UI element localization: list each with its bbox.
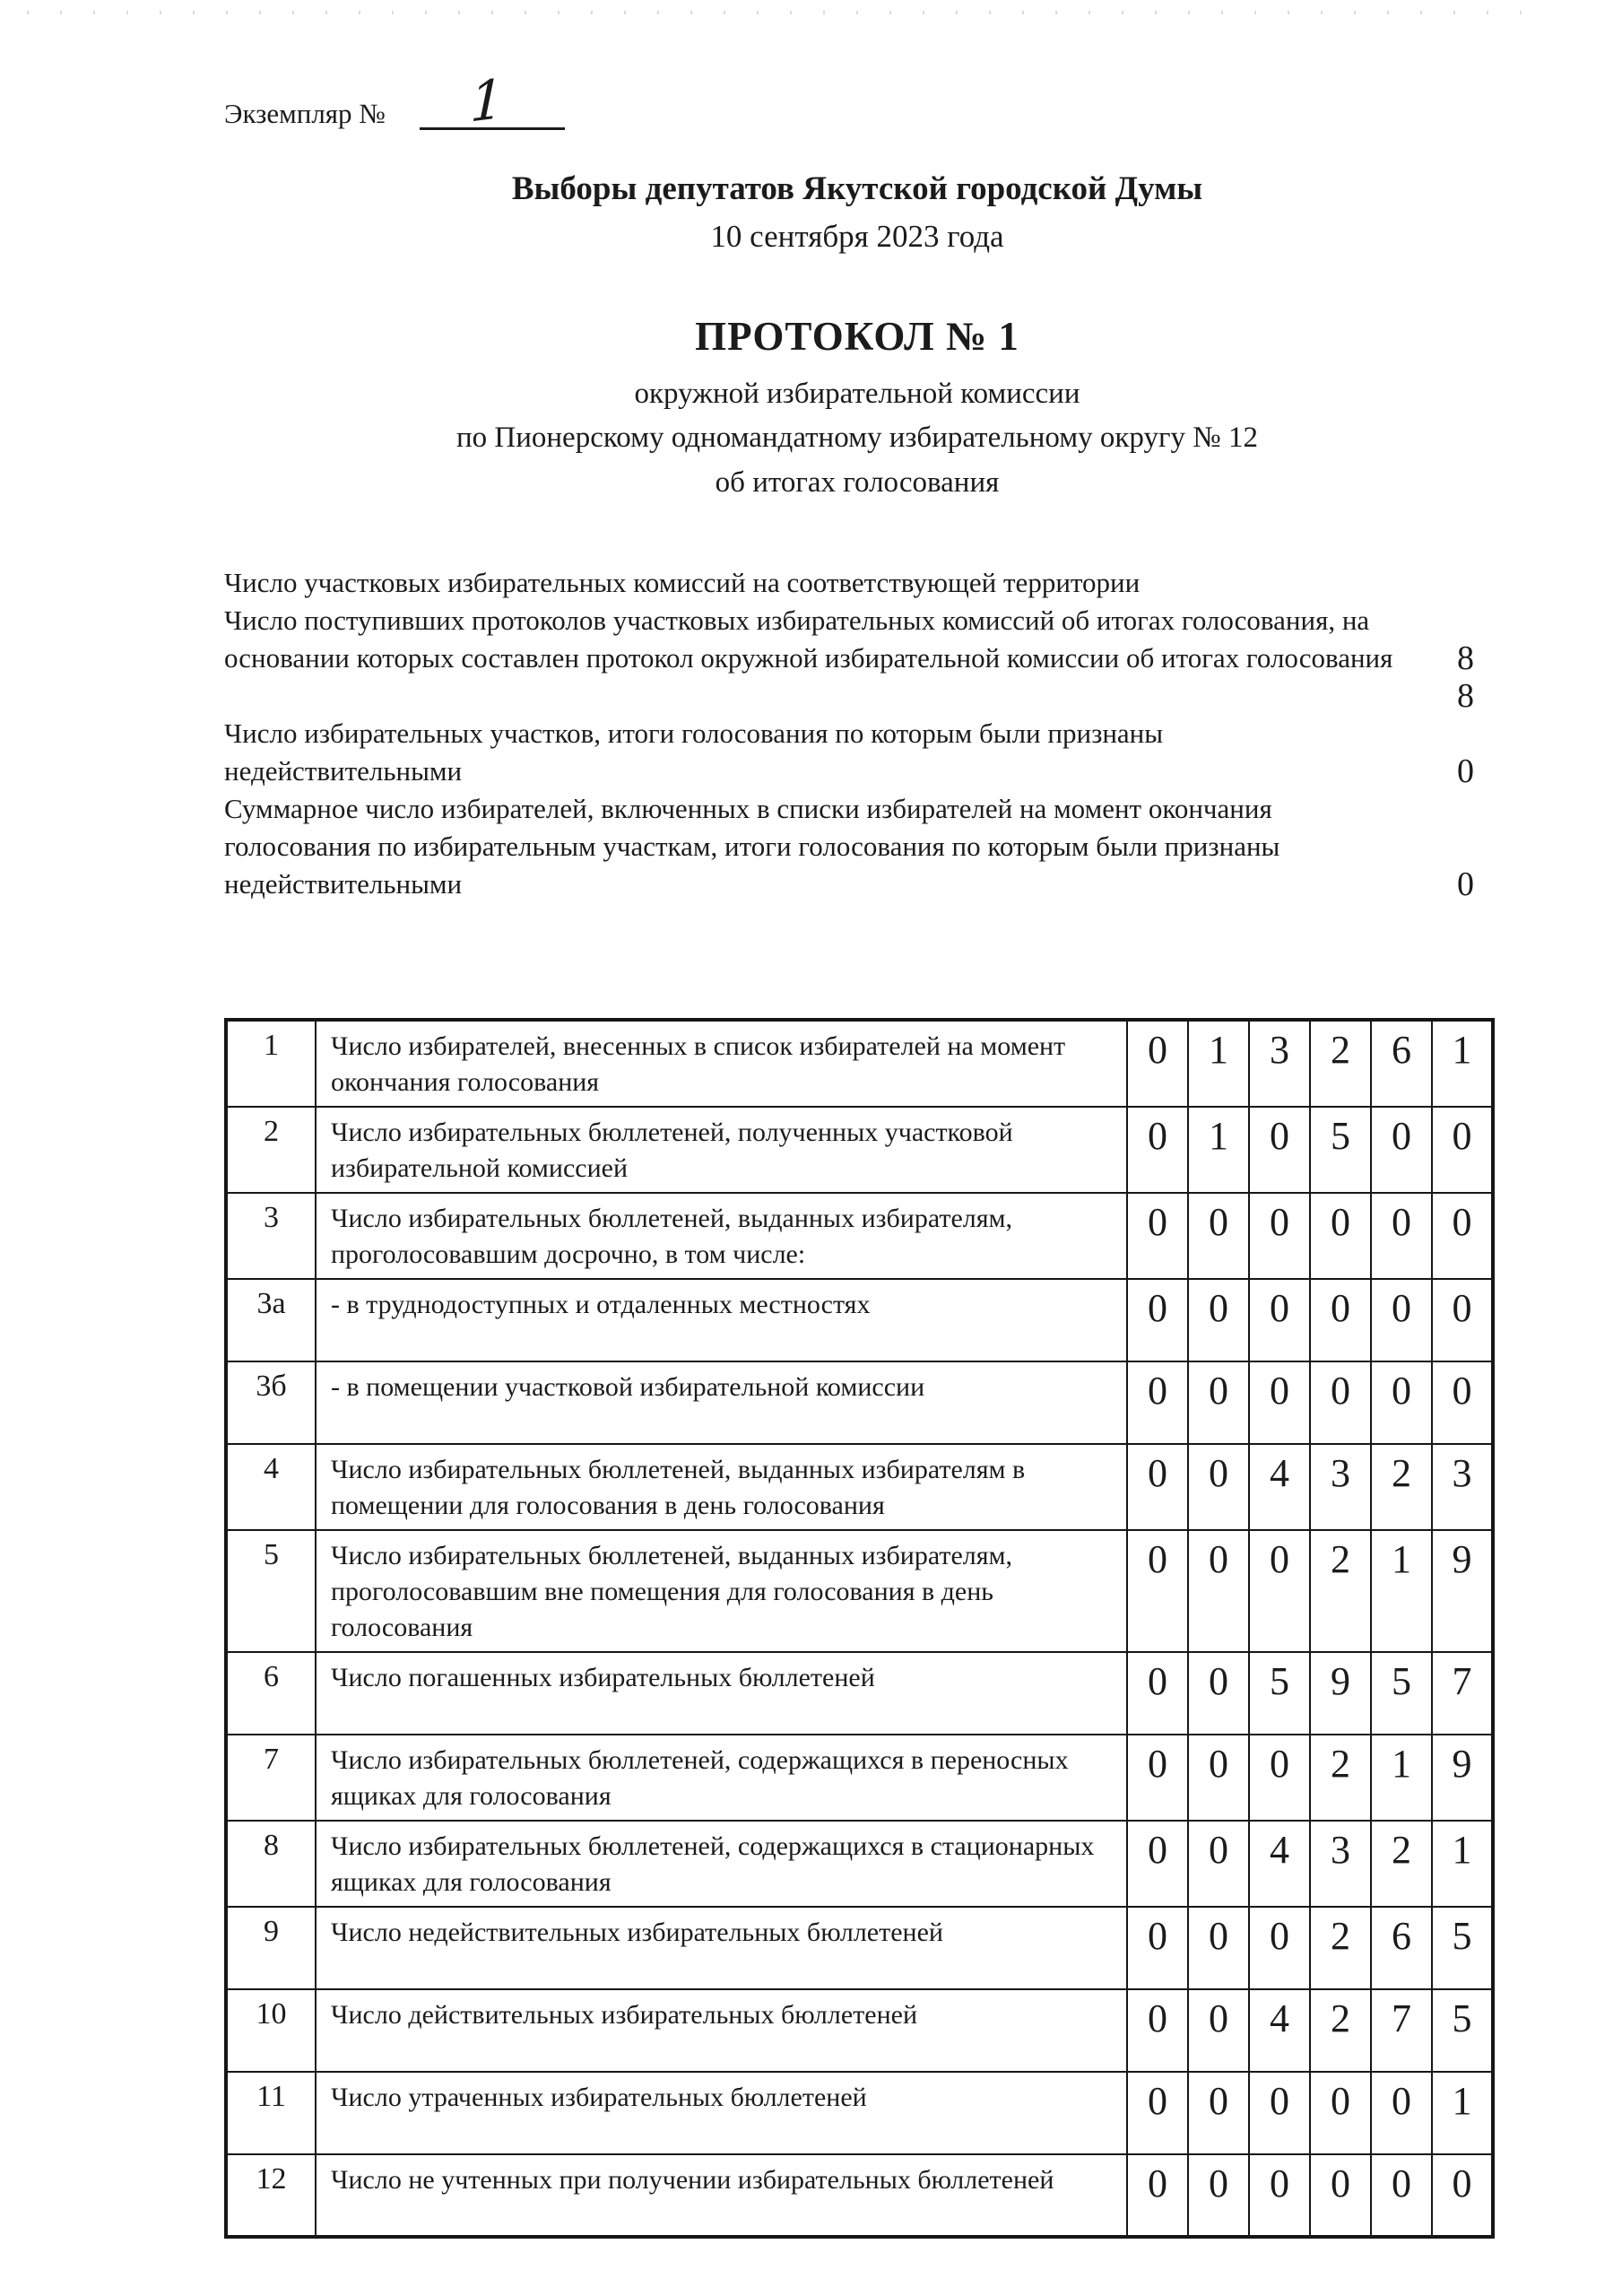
digit-cell: 7 (1432, 1652, 1493, 1735)
results-table (224, 1018, 1495, 2239)
digit-cell: 0 (1188, 1361, 1249, 1444)
digit-cell: 0 (1249, 2072, 1310, 2154)
table-row (226, 1361, 1493, 1444)
row-number-cell: 2 (226, 1107, 316, 1193)
row-number-cell: 3б (226, 1361, 316, 1444)
summary-item (224, 790, 1490, 903)
digit-cell: 4 (1249, 1444, 1310, 1530)
digit-cell: 5 (1432, 1907, 1493, 1989)
row-label-cell: Число избирательных бюллетеней, выданных избирателям, проголосовавшим вне помещения для голосования в день голосования (316, 1530, 1127, 1652)
protocol-subtitle (224, 372, 1490, 506)
row-label-cell: Число избирательных бюллетеней, выданных избирателям, проголосовавшим досрочно, в том числе: (316, 1193, 1127, 1279)
election-title: Выборы депутатов Якутской городской Думы (511, 170, 1203, 207)
row-label-cell: Число действительных избирательных бюллетеней (316, 1989, 1127, 2072)
subtitle-line-district: по Пионерскому одномандатному избирательному округу № 12 (455, 422, 1259, 455)
row-number-cell: 8 (226, 1821, 316, 1907)
digit-cell: 0 (1371, 1193, 1432, 1279)
copy-number-handwritten: 1 (469, 67, 505, 135)
table-row (226, 1821, 1493, 1907)
digit-cell: 0 (1188, 1279, 1249, 1361)
table-row (226, 1279, 1493, 1361)
digit-cell: 0 (1188, 1735, 1249, 1821)
digit-cell: 1 (1371, 1735, 1432, 1821)
digit-cell: 0 (1249, 1907, 1310, 1989)
digit-cell: 0 (1371, 2154, 1432, 2237)
table-row (226, 2072, 1493, 2154)
summary-item (224, 564, 1490, 602)
row-number-cell: 1 (226, 1020, 316, 1107)
digit-cell: 0 (1188, 1530, 1249, 1652)
digit-cell: 0 (1310, 1361, 1371, 1444)
digit-cell: 5 (1371, 1652, 1432, 1735)
summary-item-text: Число избирательных участков, итоги голосования по которым были признаны недействительными (224, 718, 1164, 787)
digit-cell: 0 (1310, 2154, 1371, 2237)
digit-cell: 0 (1188, 1821, 1249, 1907)
digit-cell: 0 (1310, 2072, 1371, 2154)
digit-cell: 0 (1249, 1361, 1310, 1444)
digit-cell: 0 (1188, 1193, 1249, 1279)
copy-line (224, 67, 1490, 135)
digit-cell: 3 (1310, 1444, 1371, 1530)
digit-cell: 0 (1127, 1821, 1188, 1907)
digit-cell: 9 (1432, 1530, 1493, 1652)
digit-cell: 0 (1310, 1193, 1371, 1279)
row-number-cell: 9 (226, 1907, 316, 1989)
copy-number-underline (420, 67, 565, 135)
digit-cell: 3 (1310, 1821, 1371, 1907)
digit-cell: 0 (1371, 2072, 1432, 2154)
summary-item-text: Число участковых избирательных комиссий на соответствующей территории (224, 567, 1141, 599)
table-row (226, 1907, 1493, 1989)
summary-item (224, 677, 1490, 715)
digit-cell: 0 (1188, 1989, 1249, 2072)
digit-cell: 9 (1432, 1735, 1493, 1821)
summary-item-text: Суммарное число избирателей, включенных в списки избирателей на момент окончания голосования по избирательным участкам, итоги голосования по которым были признаны недействительными (224, 793, 1280, 900)
election-date: 10 сентября 2023 года (710, 219, 1004, 255)
digit-cell: 0 (1188, 1444, 1249, 1530)
digit-cell: 0 (1249, 1530, 1310, 1652)
digit-cell: 0 (1127, 1444, 1188, 1530)
summary-item-value: 0 (1457, 865, 1474, 904)
digit-cell: 4 (1249, 1821, 1310, 1907)
digit-cell: 2 (1310, 1907, 1371, 1989)
subtitle-line-commission: окружной избирательной комиссии (634, 377, 1080, 410)
summary (224, 564, 1490, 903)
digit-cell: 0 (1127, 1020, 1188, 1107)
digit-cell: 0 (1249, 1279, 1310, 1361)
row-label-cell: - в труднодоступных и отдаленных местностях (316, 1279, 1127, 1361)
digit-cell: 1 (1432, 2072, 1493, 2154)
table-row (226, 1193, 1493, 1279)
row-label-cell: Число избирательных бюллетеней, содержащихся в переносных ящиках для голосования (316, 1735, 1127, 1821)
digit-cell: 0 (1127, 1193, 1188, 1279)
digit-cell: 3 (1432, 1444, 1493, 1530)
digit-cell: 0 (1249, 2154, 1310, 2237)
digit-cell: 0 (1371, 1107, 1432, 1193)
digit-cell: 1 (1188, 1020, 1249, 1107)
digit-cell: 5 (1310, 1107, 1371, 1193)
table-row (226, 1989, 1493, 2072)
table-row (226, 1735, 1493, 1821)
digit-cell: 0 (1127, 1107, 1188, 1193)
results-table-body (226, 1020, 1493, 2237)
digit-cell: 0 (1188, 2072, 1249, 2154)
summary-item (224, 715, 1490, 790)
digit-cell: 0 (1249, 1107, 1310, 1193)
digit-cell: 0 (1249, 1735, 1310, 1821)
digit-cell: 0 (1371, 1361, 1432, 1444)
row-number-cell: 10 (226, 1989, 316, 2072)
row-number-cell: 3а (226, 1279, 316, 1361)
digit-cell: 0 (1371, 1279, 1432, 1361)
digit-cell: 7 (1371, 1989, 1432, 2072)
row-label-cell: - в помещении участковой избирательной комиссии (316, 1361, 1127, 1444)
digit-cell: 1 (1188, 1107, 1249, 1193)
row-label-cell: Число не учтенных при получении избирательных бюллетеней (316, 2154, 1127, 2237)
digit-cell: 5 (1432, 1989, 1493, 2072)
digit-cell: 2 (1371, 1444, 1432, 1530)
digit-cell: 2 (1371, 1821, 1432, 1907)
digit-cell: 2 (1310, 1020, 1371, 1107)
row-number-cell: 11 (226, 2072, 316, 2154)
digit-cell: 0 (1188, 1652, 1249, 1735)
digit-cell: 0 (1249, 1193, 1310, 1279)
digit-cell: 9 (1310, 1652, 1371, 1735)
row-label-cell: Число избирательных бюллетеней, выданных избирателям в помещении для голосования в день голосования (316, 1444, 1127, 1530)
row-number-cell: 6 (226, 1652, 316, 1735)
digit-cell: 0 (1432, 1193, 1493, 1279)
digit-cell: 0 (1188, 1907, 1249, 1989)
table-row (226, 1020, 1493, 1107)
digit-cell: 0 (1432, 1107, 1493, 1193)
digit-cell: 1 (1371, 1530, 1432, 1652)
digit-cell: 0 (1127, 1652, 1188, 1735)
row-number-cell: 7 (226, 1735, 316, 1821)
digit-cell: 5 (1249, 1652, 1310, 1735)
digit-cell: 0 (1127, 1530, 1188, 1652)
row-label-cell: Число погашенных избирательных бюллетеней (316, 1652, 1127, 1735)
digit-cell: 0 (1127, 1907, 1188, 1989)
digit-cell: 0 (1432, 2154, 1493, 2237)
row-number-cell: 4 (226, 1444, 316, 1530)
row-label-cell: Число избирателей, внесенных в список избирателей на момент окончания голосования (316, 1020, 1127, 1107)
digit-cell: 2 (1310, 1735, 1371, 1821)
digit-cell: 2 (1310, 1989, 1371, 2072)
row-number-cell: 5 (226, 1530, 316, 1652)
title-block (224, 168, 1490, 257)
digit-cell: 0 (1127, 1361, 1188, 1444)
row-number-cell: 12 (226, 2154, 316, 2237)
row-label-cell: Число недействительных избирательных бюллетеней (316, 1907, 1127, 1989)
summary-item-value: 8 (1457, 677, 1474, 716)
summary-item-value: 8 (1457, 639, 1474, 678)
document-content (224, 0, 1490, 2239)
digit-cell: 1 (1432, 1821, 1493, 1907)
digit-cell: 0 (1432, 1279, 1493, 1361)
digit-cell: 0 (1127, 1989, 1188, 2072)
digit-cell: 1 (1432, 1020, 1493, 1107)
table-row (226, 1107, 1493, 1193)
summary-item-value: 0 (1457, 752, 1474, 791)
table-row (226, 1444, 1493, 1530)
table-row (226, 1652, 1493, 1735)
summary-item-text: Число поступивших протоколов участковых избирательных комиссий об итогах голосования, на основании которых составлен протокол окружной избирательной комиссии об итогах голосования (224, 604, 1393, 674)
digit-cell: 6 (1371, 1020, 1432, 1107)
subtitle-line-results: об итогах голосования (715, 465, 1000, 499)
table-row (226, 1530, 1493, 1652)
protocol-title: ПРОТОКОЛ № 1 (695, 313, 1019, 359)
summary-item (224, 602, 1490, 677)
row-number-cell: 3 (226, 1193, 316, 1279)
row-label-cell: Число избирательных бюллетеней, полученных участковой избирательной комиссией (316, 1107, 1127, 1193)
row-label-cell: Число избирательных бюллетеней, содержащихся в стационарных ящиках для голосования (316, 1821, 1127, 1907)
copy-label: Экземпляр № (224, 98, 386, 129)
digit-cell: 0 (1127, 1279, 1188, 1361)
digit-cell: 0 (1127, 1735, 1188, 1821)
digit-cell: 6 (1371, 1907, 1432, 1989)
digit-cell: 0 (1127, 2154, 1188, 2237)
digit-cell: 0 (1310, 1279, 1371, 1361)
digit-cell: 0 (1432, 1361, 1493, 1444)
digit-cell: 0 (1127, 2072, 1188, 2154)
digit-cell: 3 (1249, 1020, 1310, 1107)
row-label-cell: Число утраченных избирательных бюллетеней (316, 2072, 1127, 2154)
digit-cell: 0 (1188, 2154, 1249, 2237)
digit-cell: 2 (1310, 1530, 1371, 1652)
digit-cell: 4 (1249, 1989, 1310, 2072)
table-row (226, 2154, 1493, 2237)
